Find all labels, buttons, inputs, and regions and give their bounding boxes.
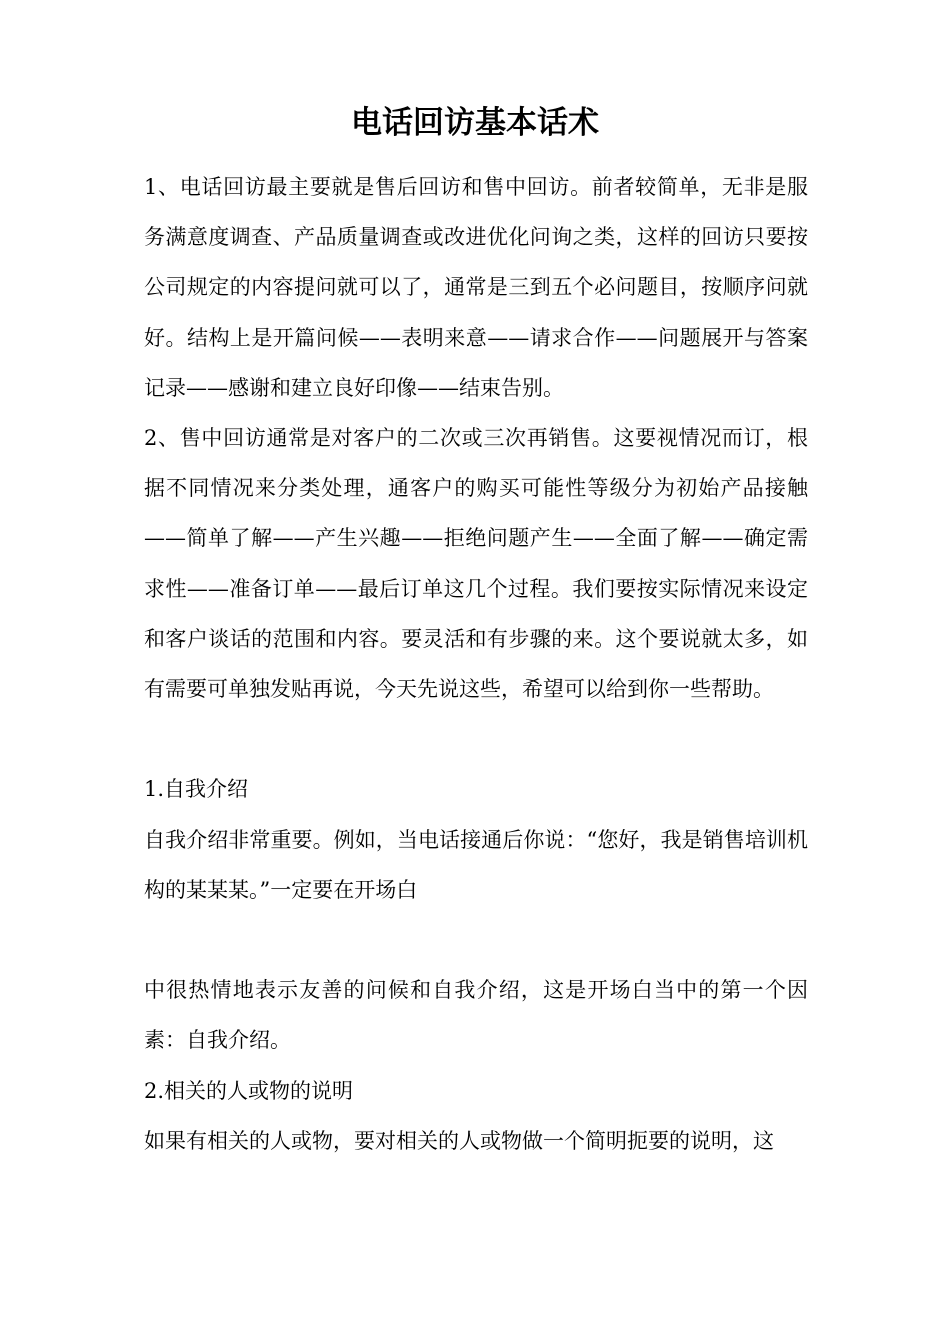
paragraph-related-people: 如果有相关的人或物，要对相关的人或物做一个简明扼要的说明，这 xyxy=(144,1128,774,1153)
paragraph-self-intro: 自我介绍非常重要。例如，当电话接通后你说：“您好，我是销售培训机构的某某某。”一定要在开场白 xyxy=(144,827,808,902)
document-title: 电话回访基本话术 xyxy=(351,105,599,141)
paragraph-in-sales-callback: 2、售中回访通常是对客户的二次或三次再销售。这要视情况而订，根据不同情况来分类处理，通客户的购买可能性等级分为初始产品接触——简单了解——产生兴趣——拒绝问题产生——全面了解——确定需求性——准备订单——最后订单这几个过程。我们要按实际情况来设定和客户谈话的范围和内容。要灵活和有步骤的来。这个要说就太多，如有需要可单独发贴再说，今天先说这些，希望可以给到你一些帮助。 xyxy=(144,426,808,702)
document-body xyxy=(144,162,808,1166)
blank-line xyxy=(144,915,808,965)
paragraph-after-sales-callback: 1、电话回访最主要就是售后回访和售中回访。前者较简单，无非是服务满意度调查、产品质量调查或改进优化问询之类，这样的回访只要按公司规定的内容提问就可以了，通常是三到五个必问题目，按顺序问就好。结构上是开篇问候——表明来意——请求合作——问题展开与答案记录——感谢和建立良好印像——结束告别。 xyxy=(144,175,808,400)
section-heading-related-people: 2.相关的人或物的说明 xyxy=(144,1078,354,1103)
blank-line xyxy=(144,714,808,764)
section-heading-self-intro: 1.自我介绍 xyxy=(144,777,249,802)
paragraph-self-intro-continued: 中很热情地表示友善的问候和自我介绍，这是开场白当中的第一个因素：自我介绍。 xyxy=(144,978,808,1053)
